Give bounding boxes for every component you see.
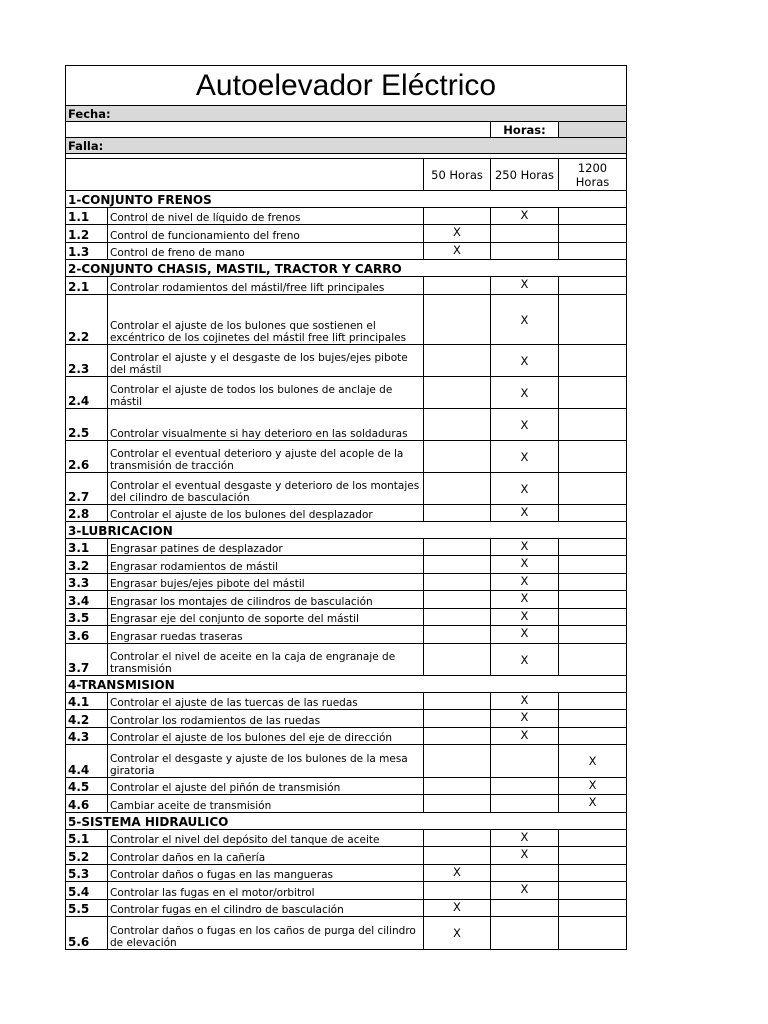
item-description: Controlar el ajuste de las tuercas de las ruedas <box>108 693 424 710</box>
item-description: Engrasar bujes/ejes pibote del mástil <box>108 574 424 591</box>
mark-1200h[interactable] <box>559 882 627 900</box>
item-number: 4.3 <box>66 728 108 745</box>
item-description: Controlar el ajuste de los bulones del eje de dirección <box>108 728 424 745</box>
mark-50h[interactable] <box>424 574 491 591</box>
item-description: Engrasar eje del conjunto de soporte del mástil <box>108 609 424 626</box>
checklist-row <box>66 900 627 917</box>
mark-50h[interactable] <box>424 609 491 626</box>
checklist-row <box>66 591 627 609</box>
mark-250h[interactable]: X <box>491 710 559 728</box>
mark-50h[interactable] <box>424 728 491 745</box>
mark-250h[interactable] <box>491 900 559 917</box>
section-title: 1-CONJUNTO FRENOS <box>66 191 627 208</box>
mark-250h[interactable]: X <box>491 441 559 473</box>
mark-250h[interactable]: X <box>491 556 559 574</box>
item-description: Controlar daños en la cañería <box>108 847 424 865</box>
item-description: Control de freno de mano <box>108 243 424 260</box>
item-description: Engrasar patines de desplazador <box>108 539 424 556</box>
mark-250h[interactable]: X <box>491 295 559 345</box>
item-description: Engrasar rodamientos de mástil <box>108 556 424 574</box>
checklist-row <box>66 882 627 900</box>
column-header-250h: 250 Horas <box>491 159 559 191</box>
mark-50h[interactable] <box>424 591 491 609</box>
mark-1200h[interactable] <box>559 609 627 626</box>
mark-1200h[interactable] <box>559 900 627 917</box>
mark-250h[interactable]: X <box>491 277 559 295</box>
mark-50h[interactable] <box>424 505 491 522</box>
item-number: 2.3 <box>66 345 108 377</box>
checklist-row <box>66 710 627 728</box>
mark-1200h[interactable]: X <box>559 778 627 795</box>
item-description: Controlar visualmente si hay deterioro en las soldaduras <box>108 409 424 441</box>
checklist-row <box>66 377 627 409</box>
mark-50h[interactable] <box>424 693 491 710</box>
checklist-row <box>66 556 627 574</box>
item-description: Controlar el eventual deterioro y ajuste del acople de la transmisión de tracción <box>108 441 424 473</box>
mark-50h[interactable] <box>424 208 491 225</box>
mark-50h[interactable] <box>424 795 491 813</box>
item-number: 5.5 <box>66 900 108 917</box>
item-number: 1.2 <box>66 225 108 243</box>
checklist-row <box>66 225 627 243</box>
mark-50h[interactable] <box>424 710 491 728</box>
mark-1200h[interactable] <box>559 830 627 847</box>
item-number: 2.1 <box>66 277 108 295</box>
mark-250h[interactable]: X <box>491 830 559 847</box>
mark-1200h[interactable] <box>559 539 627 556</box>
item-number: 3.4 <box>66 591 108 609</box>
mark-50h[interactable] <box>424 778 491 795</box>
item-number: 4.2 <box>66 710 108 728</box>
mark-50h[interactable] <box>424 745 491 778</box>
item-number: 3.3 <box>66 574 108 591</box>
checklist-table <box>65 65 627 950</box>
item-description: Controlar el ajuste de todos los bulones de anclaje de mástil <box>108 377 424 409</box>
column-header-50h: 50 Horas <box>424 159 491 191</box>
mark-50h[interactable] <box>424 847 491 865</box>
checklist-row <box>66 208 627 225</box>
mark-50h[interactable] <box>424 830 491 847</box>
checklist-row <box>66 243 627 260</box>
item-number: 2.5 <box>66 409 108 441</box>
mark-50h[interactable] <box>424 295 491 345</box>
item-number: 5.1 <box>66 830 108 847</box>
section-header-row <box>66 676 627 693</box>
mark-250h[interactable]: X <box>491 473 559 505</box>
mark-1200h[interactable] <box>559 728 627 745</box>
item-number: 3.1 <box>66 539 108 556</box>
mark-50h[interactable] <box>424 556 491 574</box>
mark-50h[interactable] <box>424 409 491 441</box>
horas-spacer <box>66 122 491 138</box>
item-description: Engrasar los montajes de cilindros de basculación <box>108 591 424 609</box>
item-description: Controlar rodamientos del mástil/free lift principales <box>108 277 424 295</box>
mark-1200h[interactable] <box>559 556 627 574</box>
section-title: 2-CONJUNTO CHASIS, MASTIL, TRACTOR Y CARRO <box>66 260 627 277</box>
item-number: 5.3 <box>66 865 108 882</box>
item-number: 2.8 <box>66 505 108 522</box>
mark-50h[interactable]: X <box>424 243 491 260</box>
checklist-row <box>66 728 627 745</box>
item-number: 3.6 <box>66 626 108 644</box>
mark-250h[interactable]: X <box>491 847 559 865</box>
section-title: 5-SISTEMA HIDRAULICO <box>66 813 627 830</box>
checklist-row <box>66 539 627 556</box>
mark-250h[interactable]: X <box>491 574 559 591</box>
mark-250h[interactable]: X <box>491 345 559 377</box>
item-number: 5.2 <box>66 847 108 865</box>
mark-250h[interactable] <box>491 243 559 260</box>
mark-250h[interactable] <box>491 225 559 243</box>
mark-1200h[interactable] <box>559 644 627 676</box>
mark-250h[interactable]: X <box>491 693 559 710</box>
mark-1200h[interactable] <box>559 277 627 295</box>
item-description: Controlar el desgaste y ajuste de los bulones de la mesa giratoria <box>108 745 424 778</box>
checklist-row <box>66 795 627 813</box>
mark-50h[interactable] <box>424 473 491 505</box>
item-description: Controlar el ajuste de los bulones que sostienen el excéntrico de los cojinetes del mástil free lift principales <box>108 295 424 345</box>
item-description: Controlar las fugas en el motor/orbitrol <box>108 882 424 900</box>
mark-1200h[interactable] <box>559 626 627 644</box>
mark-1200h[interactable] <box>559 693 627 710</box>
mark-250h[interactable]: X <box>491 728 559 745</box>
mark-50h[interactable] <box>424 644 491 676</box>
mark-50h[interactable] <box>424 345 491 377</box>
mark-250h[interactable]: X <box>491 626 559 644</box>
mark-250h[interactable] <box>491 795 559 813</box>
item-description: Controlar los rodamientos de las ruedas <box>108 710 424 728</box>
item-description: Controlar fugas en el cilindro de basculación <box>108 900 424 917</box>
item-number: 3.5 <box>66 609 108 626</box>
mark-50h[interactable]: X <box>424 900 491 917</box>
horas-value-field[interactable] <box>559 122 627 138</box>
mark-50h[interactable] <box>424 441 491 473</box>
mark-250h[interactable]: X <box>491 882 559 900</box>
item-number: 2.6 <box>66 441 108 473</box>
mark-50h[interactable] <box>424 882 491 900</box>
item-description: Engrasar ruedas traseras <box>108 626 424 644</box>
checklist-row <box>66 505 627 522</box>
item-number: 3.7 <box>66 644 108 676</box>
mark-1200h[interactable] <box>559 295 627 345</box>
mark-50h[interactable] <box>424 626 491 644</box>
mark-1200h[interactable] <box>559 710 627 728</box>
checklist-row <box>66 644 627 676</box>
mark-50h[interactable]: X <box>424 225 491 243</box>
item-number: 2.2 <box>66 295 108 345</box>
mark-1200h[interactable] <box>559 208 627 225</box>
checklist-row <box>66 609 627 626</box>
checklist-row <box>66 277 627 295</box>
item-number: 4.6 <box>66 795 108 813</box>
checklist-row <box>66 745 627 778</box>
mark-1200h[interactable] <box>559 847 627 865</box>
item-number: 1.1 <box>66 208 108 225</box>
section-header-row <box>66 260 627 277</box>
item-number: 5.6 <box>66 917 108 950</box>
mark-1200h[interactable] <box>559 473 627 505</box>
mark-250h[interactable] <box>491 917 559 950</box>
mark-250h[interactable]: X <box>491 609 559 626</box>
mark-250h[interactable]: X <box>491 377 559 409</box>
checklist-row <box>66 847 627 865</box>
checklist-row <box>66 409 627 441</box>
item-number: 4.4 <box>66 745 108 778</box>
item-description: Controlar el ajuste de los bulones del desplazador <box>108 505 424 522</box>
item-description: Cambiar aceite de transmisión <box>108 795 424 813</box>
mark-250h[interactable]: X <box>491 505 559 522</box>
checklist-row <box>66 830 627 847</box>
mark-250h[interactable]: X <box>491 644 559 676</box>
section-header-row <box>66 522 627 539</box>
checklist-row <box>66 295 627 345</box>
item-description: Controlar el nivel de aceite en la caja de engranaje de transmisión <box>108 644 424 676</box>
mark-1200h[interactable] <box>559 574 627 591</box>
checklist-row <box>66 473 627 505</box>
mark-50h[interactable]: X <box>424 917 491 950</box>
mark-1200h[interactable] <box>559 345 627 377</box>
mark-50h[interactable] <box>424 277 491 295</box>
mark-1200h[interactable]: X <box>559 795 627 813</box>
column-header-blank <box>66 159 424 191</box>
falla-label: Falla: <box>66 138 627 154</box>
section-header-row <box>66 191 627 208</box>
mark-250h[interactable] <box>491 865 559 882</box>
mark-50h[interactable] <box>424 377 491 409</box>
mark-1200h[interactable] <box>559 377 627 409</box>
checklist-row <box>66 574 627 591</box>
mark-250h[interactable] <box>491 778 559 795</box>
item-description: Control de nivel de líquido de frenos <box>108 208 424 225</box>
checklist-row <box>66 345 627 377</box>
checklist-row <box>66 778 627 795</box>
fecha-label: Fecha: <box>66 106 627 122</box>
mark-250h[interactable] <box>491 745 559 778</box>
checklist-row <box>66 693 627 710</box>
mark-1200h[interactable] <box>559 225 627 243</box>
item-description: Controlar el ajuste del piñón de transmisión <box>108 778 424 795</box>
checklist-row <box>66 626 627 644</box>
mark-1200h[interactable]: X <box>559 745 627 778</box>
section-title: 4-TRANSMISION <box>66 676 627 693</box>
maintenance-checklist-sheet <box>65 65 626 950</box>
item-description: Controlar el ajuste y el desgaste de los bujes/ejes pibote del mástil <box>108 345 424 377</box>
mark-1200h[interactable] <box>559 917 627 950</box>
item-number: 5.4 <box>66 882 108 900</box>
mark-250h[interactable]: X <box>491 409 559 441</box>
item-number: 2.4 <box>66 377 108 409</box>
mark-1200h[interactable] <box>559 505 627 522</box>
mark-250h[interactable]: X <box>491 591 559 609</box>
section-title: 3-LUBRICACION <box>66 522 627 539</box>
mark-50h[interactable]: X <box>424 865 491 882</box>
item-description: Controlar daños o fugas en los caños de purga del cilindro de elevación <box>108 917 424 950</box>
item-description: Controlar daños o fugas en las mangueras <box>108 865 424 882</box>
item-description: Controlar el eventual desgaste y deterioro de los montajes del cilindro de basculación <box>108 473 424 505</box>
mark-250h[interactable]: X <box>491 539 559 556</box>
item-number: 4.1 <box>66 693 108 710</box>
item-description: Control de funcionamiento del freno <box>108 225 424 243</box>
mark-1200h[interactable] <box>559 243 627 260</box>
section-header-row <box>66 813 627 830</box>
item-description: Controlar el nivel del depósito del tanque de aceite <box>108 830 424 847</box>
document-title: Autoelevador Eléctrico <box>66 66 627 106</box>
mark-1200h[interactable] <box>559 865 627 882</box>
column-header-1200h: 1200 Horas <box>559 159 627 191</box>
horas-label: Horas: <box>491 122 559 138</box>
checklist-row <box>66 441 627 473</box>
mark-1200h[interactable] <box>559 591 627 609</box>
mark-1200h[interactable] <box>559 409 627 441</box>
checklist-row <box>66 865 627 882</box>
item-number: 1.3 <box>66 243 108 260</box>
mark-250h[interactable]: X <box>491 208 559 225</box>
item-number: 4.5 <box>66 778 108 795</box>
item-number: 3.2 <box>66 556 108 574</box>
mark-1200h[interactable] <box>559 441 627 473</box>
item-number: 2.7 <box>66 473 108 505</box>
checklist-row <box>66 917 627 950</box>
mark-50h[interactable] <box>424 539 491 556</box>
